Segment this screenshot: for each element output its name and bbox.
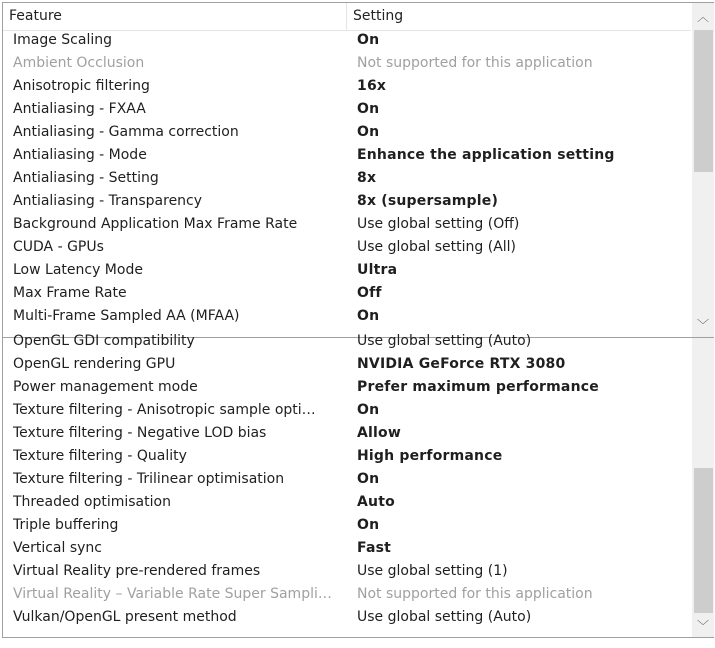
setting-value[interactable]: Use global setting (All): [357, 239, 517, 255]
setting-row[interactable]: [3, 515, 691, 538]
setting-row[interactable]: [3, 191, 691, 214]
setting-value[interactable]: Not supported for this application: [357, 586, 593, 602]
feature-label: Antialiasing - Transparency: [13, 193, 203, 209]
setting-value[interactable]: On: [357, 402, 380, 418]
setting-value[interactable]: 8x: [357, 170, 377, 186]
setting-row[interactable]: [3, 561, 691, 584]
feature-label: Power management mode: [13, 379, 198, 395]
settings-list-top: [2, 2, 714, 338]
setting-value[interactable]: 8x (supersample): [357, 193, 499, 209]
feature-label: Texture filtering - Negative LOD bias: [13, 425, 267, 441]
setting-row[interactable]: [3, 76, 691, 99]
feature-label: Virtual Reality – Variable Rate Super Sampli…: [13, 586, 332, 602]
setting-value[interactable]: High performance: [357, 448, 503, 464]
feature-label: Antialiasing - Gamma correction: [13, 124, 239, 140]
setting-value[interactable]: On: [357, 517, 380, 533]
setting-row[interactable]: [3, 283, 691, 306]
setting-row[interactable]: [3, 607, 691, 630]
setting-row[interactable]: [3, 423, 691, 446]
setting-row[interactable]: [3, 538, 691, 561]
setting-row[interactable]: [3, 214, 691, 237]
setting-row[interactable]: [3, 446, 691, 469]
feature-label: OpenGL GDI compatibility: [13, 333, 195, 349]
setting-value[interactable]: Prefer maximum performance: [357, 379, 599, 395]
scrollbar-thumb[interactable]: [694, 30, 713, 172]
feature-label: Max Frame Rate: [13, 285, 127, 301]
setting-row[interactable]: [3, 354, 691, 377]
setting-row[interactable]: [3, 168, 691, 191]
setting-row[interactable]: [3, 492, 691, 515]
setting-row[interactable]: [3, 306, 691, 329]
setting-row[interactable]: [3, 260, 691, 283]
feature-label: Texture filtering - Quality: [13, 448, 187, 464]
setting-row[interactable]: [3, 99, 691, 122]
setting-value[interactable]: Allow: [357, 425, 401, 441]
setting-value[interactable]: Fast: [357, 540, 392, 556]
setting-row[interactable]: [3, 122, 691, 145]
setting-row[interactable]: [3, 377, 691, 400]
feature-label: Texture filtering - Anisotropic sample opti…: [13, 402, 316, 418]
feature-label: OpenGL rendering GPU: [13, 356, 176, 372]
setting-value[interactable]: On: [357, 32, 380, 48]
setting-row[interactable]: [3, 584, 691, 607]
setting-row[interactable]: [3, 145, 691, 168]
header-feature[interactable]: Feature: [9, 8, 62, 24]
feature-label: Antialiasing - FXAA: [13, 101, 146, 117]
setting-value[interactable]: On: [357, 471, 380, 487]
feature-label: Texture filtering - Trilinear optimisation: [13, 471, 285, 487]
feature-label: Vulkan/OpenGL present method: [13, 609, 237, 625]
setting-value[interactable]: Use global setting (1): [357, 563, 508, 579]
feature-label: Multi-Frame Sampled AA (MFAA): [13, 308, 240, 324]
setting-row[interactable]: [3, 30, 691, 53]
scrollbar-top[interactable]: [692, 3, 714, 337]
column-header: [3, 3, 691, 31]
setting-row[interactable]: [3, 400, 691, 423]
feature-label: Image Scaling: [13, 32, 112, 48]
setting-value[interactable]: On: [357, 124, 380, 140]
setting-value[interactable]: Off: [357, 285, 382, 301]
chevron-down-icon[interactable]: ﹀: [696, 618, 709, 633]
setting-value[interactable]: On: [357, 308, 380, 324]
setting-value[interactable]: On: [357, 101, 380, 117]
feature-label: Antialiasing - Setting: [13, 170, 159, 186]
scrollbar-bottom[interactable]: [692, 338, 714, 637]
feature-label: Anisotropic filtering: [13, 78, 150, 94]
setting-value[interactable]: Auto: [357, 494, 395, 510]
setting-value[interactable]: Use global setting (Off): [357, 216, 520, 232]
feature-label: Threaded optimisation: [13, 494, 171, 510]
scrollbar-thumb[interactable]: [694, 468, 713, 613]
chevron-up-icon[interactable]: ︿: [696, 9, 709, 24]
feature-label: Background Application Max Frame Rate: [13, 216, 298, 232]
feature-label: Triple buffering: [13, 517, 119, 533]
setting-row[interactable]: [3, 331, 691, 354]
setting-value[interactable]: Enhance the application setting: [357, 147, 615, 163]
setting-value[interactable]: Not supported for this application: [357, 55, 593, 71]
feature-label: Vertical sync: [13, 540, 103, 556]
setting-row[interactable]: [3, 469, 691, 492]
settings-list-bottom: [2, 333, 714, 638]
feature-label: Antialiasing - Mode: [13, 147, 147, 163]
setting-value[interactable]: NVIDIA GeForce RTX 3080: [357, 356, 566, 372]
feature-label: Virtual Reality pre-rendered frames: [13, 563, 261, 579]
setting-value[interactable]: 16x: [357, 78, 387, 94]
header-divider[interactable]: [346, 3, 347, 30]
setting-row[interactable]: [3, 53, 691, 76]
setting-value[interactable]: Use global setting (Auto): [357, 609, 532, 625]
feature-label: Ambient Occlusion: [13, 55, 145, 71]
chevron-down-icon[interactable]: ﹀: [696, 317, 709, 332]
feature-label: CUDA - GPUs: [13, 239, 104, 255]
setting-row[interactable]: [3, 237, 691, 260]
setting-value[interactable]: Use global setting (Auto): [357, 333, 532, 349]
header-setting[interactable]: Setting: [353, 8, 404, 24]
setting-value[interactable]: Ultra: [357, 262, 398, 278]
feature-label: Low Latency Mode: [13, 262, 143, 278]
